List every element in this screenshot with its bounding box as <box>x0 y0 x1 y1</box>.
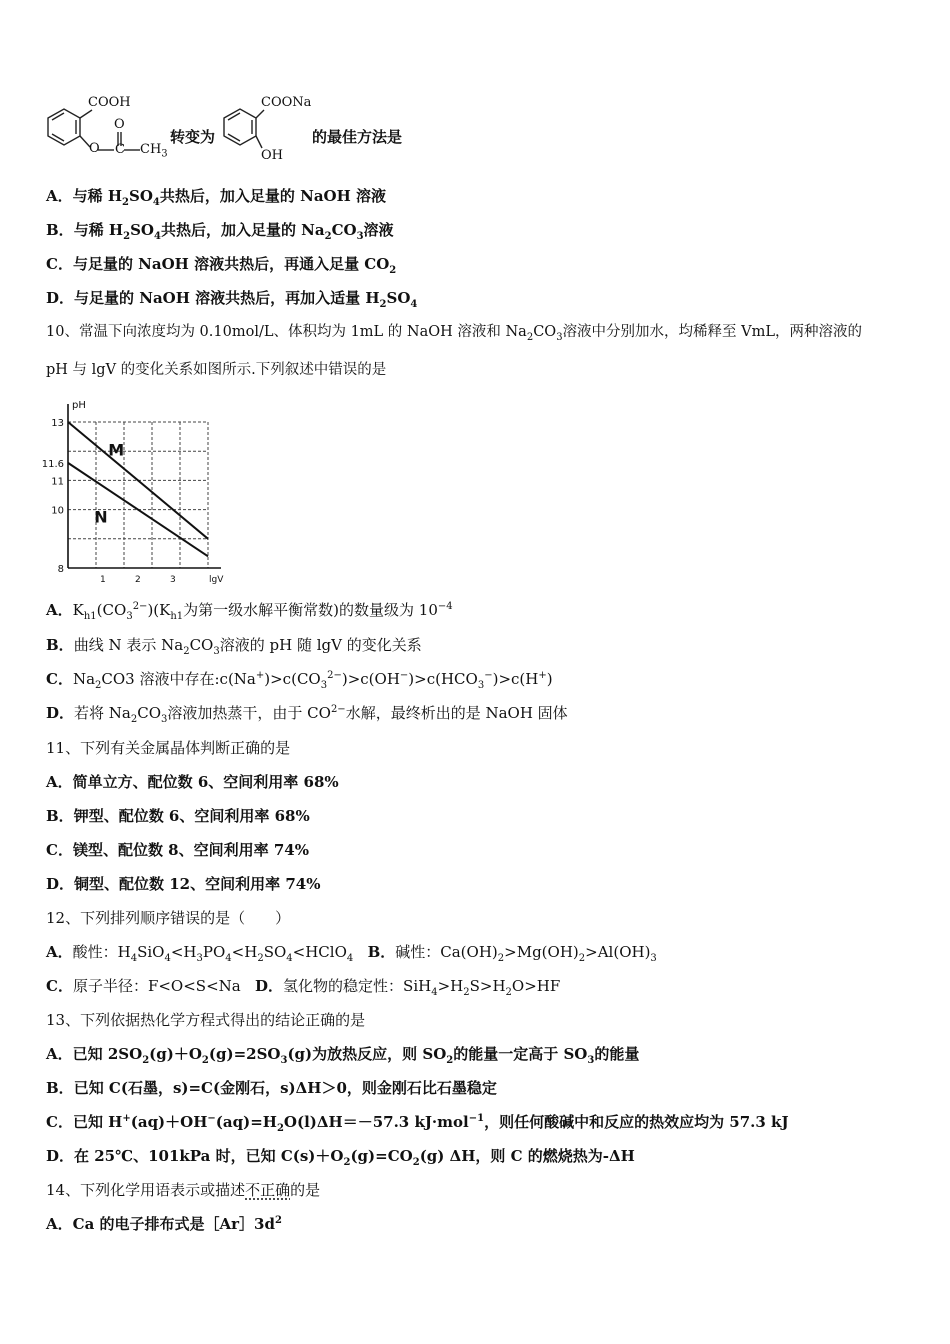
mol2-coona: COONa <box>261 95 312 110</box>
q9-option-b: B．与稀 $H_2SO_4$共热后，加入足量的 $Na_2CO_3$溶液 <box>46 221 394 242</box>
q13-stem: 13、下列依据热化学方程式得出的结论正确的是 <box>46 1011 366 1029</box>
q13-option-b: B．已知 C(石墨，s)=C(金刚石，s)ΔH＞0，则金刚石比石墨稳定 <box>46 1079 497 1097</box>
q9-option-c: C．与足量的 NaOH 溶液共热后，再通入足量 $CO_2$ <box>46 255 397 276</box>
q10-option-c: C．$Na_2CO3$ 溶液中存在$:c(Na^+)>c(CO_3^{2-})>c(OH^-)>c(HCO_3^-)>c(H^+)$ <box>46 670 553 691</box>
y-tick-label: 10 <box>51 505 64 517</box>
q10-option-d: D．若将 $Na_2CO_3$溶液加热蒸干，由于 $CO^{2-}$水解，最终析出的是 NaOH 固体 <box>46 704 568 725</box>
mol1-ch3: $CH_3$ <box>140 142 168 160</box>
y-tick-label: 8 <box>57 564 64 575</box>
q14-stem: 14、下列化学用语表示或描述不正确的是 <box>46 1181 321 1199</box>
q9-option-d: D．与足量的 NaOH 溶液共热后，再加入适量 $H_2SO_4$ <box>46 289 418 310</box>
q14-option-a: A．Ca 的电子排布式是$[Ar]3d^2$ <box>46 1215 282 1233</box>
question-9-tail: 的最佳方法是 <box>312 128 403 146</box>
ph-lgv-chart <box>41 392 244 592</box>
q13-option-c: C．已知 $H^+(aq)+OH^-(aq)=H_2O(l)\Delta H=-57.3$ kJ·mol$^{-1}$，则任何酸碱中和反应的热效应均为 57.3 kJ <box>46 1113 789 1134</box>
x-tick-label: 3 <box>170 575 176 585</box>
q9-option-a: A．与稀 $H_2SO_4$共热后，加入足量的 NaOH 溶液 <box>46 187 387 208</box>
q13-option-d: D．在 25℃、101kPa 时，已知 $C(s)+O_2(g)=CO_2(g)$ ΔH，则 C 的燃烧热为-ΔH <box>46 1147 635 1168</box>
mol1-o-carbonyl: O <box>114 117 125 132</box>
q13-option-a: A．已知 $2SO_2(g)+O_2(g)=2SO_3(g)$为放热反应，则 $SO_2$的能量一定高于 $SO_3$的能量 <box>46 1045 640 1066</box>
y-tick-label: 13 <box>51 418 64 429</box>
mol2-oh: OH <box>261 148 283 163</box>
x-axis-label: lgV <box>209 575 224 585</box>
transform-text: 转变为 <box>170 128 216 146</box>
curve-label-N: N <box>94 507 108 527</box>
q10-stem-line1: 10、常温下向浓度均为 0.10mol/L、体积均为 1mL 的 NaOH 溶液和 $Na_2CO_3$溶液中分别加水，均稀释至 VmL，两种溶液的 <box>46 324 863 343</box>
mol1-o-ether: O <box>89 141 100 156</box>
q10-stem-line2: pH 与 lgV 的变化关系如图所示.下列叙述中错误的是 <box>46 362 387 378</box>
q12-options-cd: C．原子半径：F<O<S<Na D．氢化物的稳定性：$SiH_4>H_2S>H_2O>HF$ <box>46 977 561 998</box>
y-tick-label: 11.6 <box>41 458 64 470</box>
q10-option-b: B．曲线 N 表示 $Na_2CO_3$溶液的 pH 随 lgV 的变化关系 <box>46 636 422 657</box>
q11-stem: 11、下列有关金属晶体判断正确的是 <box>46 739 291 757</box>
q12-stem: 12、下列排列顺序错误的是（ ） <box>46 909 291 927</box>
q10-option-a: A．$K_{h1}(CO_3^{2-})(K_{h1}$为第一级水解平衡常数)的数量级为 $10^{-4}$ <box>46 601 453 622</box>
molecule-acetylsalicylic-acid <box>40 92 170 172</box>
curve-label-M: M <box>108 440 125 460</box>
mol1-c: C <box>115 142 125 157</box>
q11-option-d: D．铜型、配位数 12、空间利用率 74% <box>46 875 321 893</box>
q11-option-b: B．钾型、配位数 6、空间利用率 68% <box>46 807 310 825</box>
mol1-cooh: COOH <box>88 95 131 110</box>
x-tick-label: 1 <box>100 575 106 585</box>
q11-option-a: A．简单立方、配位数 6、空间利用率 68% <box>46 773 339 791</box>
y-axis-label: pH <box>72 400 86 411</box>
y-tick-label: 11 <box>51 476 64 488</box>
q12-options-ab: A．酸性：$H_4SiO_4<H_3PO_4<H_2SO_4<HClO_4$ B．碱性：$Ca(OH)_2>Mg(OH)_2>Al(OH)_3$ <box>46 943 657 964</box>
q11-option-c: C．镁型、配位数 8、空间利用率 74% <box>46 841 309 859</box>
molecule-sodium-salicylate <box>214 92 314 172</box>
x-tick-label: 2 <box>135 575 141 585</box>
